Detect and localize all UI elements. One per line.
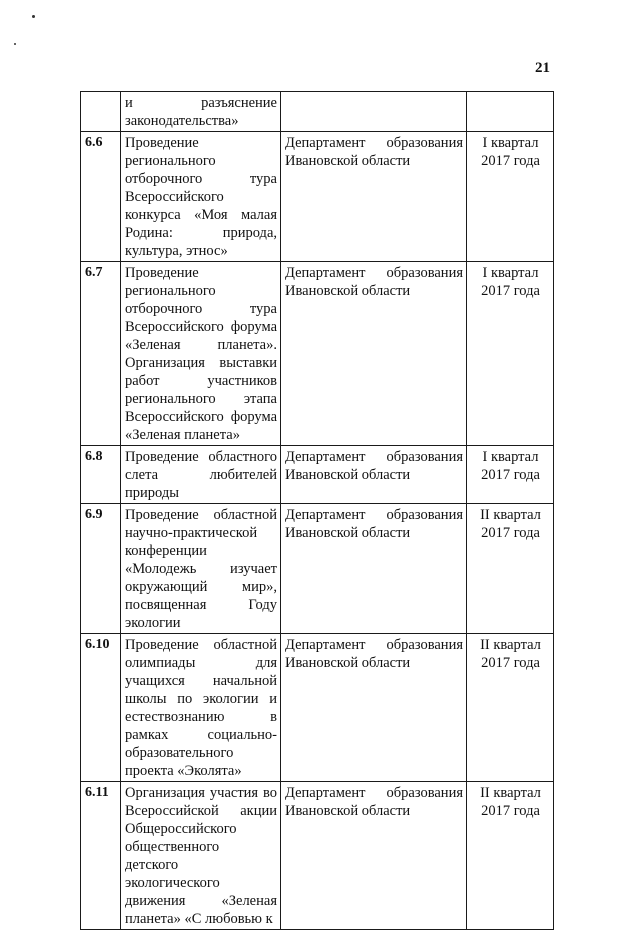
event-cell — [121, 132, 281, 262]
event-text-line: слета любителей — [125, 467, 277, 483]
events-table-body — [81, 92, 554, 930]
event-text-line: окружающий мир», — [125, 579, 277, 595]
event-text-line: отборочного тура — [125, 171, 277, 187]
term-cell: I квартал 2017 года — [467, 262, 554, 446]
event-text-line: Всероссийского — [125, 189, 224, 205]
event-cell — [121, 504, 281, 634]
item-number-cell: 6.7 — [81, 262, 121, 446]
responsible-cell: Департамент образования Ивановской области — [281, 446, 467, 504]
event-text-line: проекта «Эколята» — [125, 763, 242, 779]
event-text-line: Общероссийского — [125, 821, 237, 837]
scan-speck-2 — [14, 43, 16, 45]
event-text-line: экологического — [125, 875, 220, 891]
responsible-cell: Департамент образования Ивановской области — [281, 782, 467, 930]
event-text-line: образовательного — [125, 745, 234, 761]
event-text-line: Проведение — [125, 135, 199, 151]
responsible-cell: Департамент образования Ивановской области — [281, 504, 467, 634]
event-text-line: Всероссийского форума — [125, 409, 277, 425]
event-text-line: регионального — [125, 153, 216, 169]
event-text-line: Проведение — [125, 265, 199, 281]
event-text-line: Родина: природа, — [125, 225, 277, 241]
event-text-line: детского — [125, 857, 179, 873]
table-row — [81, 782, 554, 930]
item-number-cell: 6.11 — [81, 782, 121, 930]
event-text-line: «Зеленая планета». — [125, 337, 277, 353]
table-row — [81, 634, 554, 782]
table-row — [81, 504, 554, 634]
event-cell — [121, 446, 281, 504]
event-text-line: Организация выставки — [125, 355, 277, 371]
event-text-line: природы — [125, 485, 179, 501]
scan-speck-1 — [32, 15, 35, 18]
term-cell — [467, 92, 554, 132]
event-text-line: учащихся начальной — [125, 673, 277, 689]
item-number-cell — [81, 92, 121, 132]
event-cell — [121, 634, 281, 782]
responsible-cell: Департамент образования Ивановской области — [281, 634, 467, 782]
term-cell: II квартал 2017 года — [467, 782, 554, 930]
event-text-line: и разъяснение — [125, 95, 277, 111]
event-text-line: «Молодежь изучает — [125, 561, 277, 577]
term-cell: II квартал 2017 года — [467, 504, 554, 634]
responsible-cell: Департамент образования Ивановской области — [281, 132, 467, 262]
table-row — [81, 262, 554, 446]
event-cell — [121, 262, 281, 446]
event-text-line: Проведение областной — [125, 637, 277, 653]
event-text-line: общественного — [125, 839, 220, 855]
event-cell — [121, 92, 281, 132]
event-text-line: рамках социально- — [125, 727, 277, 743]
event-text-line: Всероссийского форума — [125, 319, 277, 335]
event-text-line: олимпиады для — [125, 655, 277, 671]
table-row — [81, 446, 554, 504]
events-table — [80, 91, 554, 930]
event-text-line: законодательства» — [125, 113, 239, 129]
event-text-line: научно-практической — [125, 525, 258, 541]
event-text-line: Всероссийской акции — [125, 803, 277, 819]
event-text-line: посвященная Году — [125, 597, 277, 613]
page-number: 21 — [535, 60, 550, 76]
term-cell: II квартал 2017 года — [467, 634, 554, 782]
event-text-line: конференции — [125, 543, 207, 559]
item-number-cell: 6.9 — [81, 504, 121, 634]
responsible-cell: Департамент образования Ивановской области — [281, 262, 467, 446]
event-text-line: регионального этапа — [125, 391, 277, 407]
term-cell: I квартал 2017 года — [467, 132, 554, 262]
item-number-cell: 6.6 — [81, 132, 121, 262]
item-number-cell: 6.8 — [81, 446, 121, 504]
event-text-line: культура, этнос» — [125, 243, 228, 259]
event-text-line: «Зеленая планета» — [125, 427, 240, 443]
event-cell — [121, 782, 281, 930]
event-text-line: Проведение областного — [125, 449, 277, 465]
event-text-line: планета» «С любовью к — [125, 911, 273, 927]
event-text-line: отборочного тура — [125, 301, 277, 317]
item-number-cell: 6.10 — [81, 634, 121, 782]
event-text-line: экологии — [125, 615, 181, 631]
term-cell: I квартал 2017 года — [467, 446, 554, 504]
event-text-line: Проведение областной — [125, 507, 277, 523]
event-text-line: школы по экологии и — [125, 691, 277, 707]
event-text-line: конкурса «Моя малая — [125, 207, 277, 223]
responsible-cell — [281, 92, 467, 132]
event-text-line: естествознанию в — [125, 709, 277, 725]
event-text-line: движения «Зеленая — [125, 893, 277, 909]
table-row — [81, 132, 554, 262]
event-text-line: работ участников — [125, 373, 277, 389]
table-row — [81, 92, 554, 132]
event-text-line: Организация участия во — [125, 785, 277, 801]
event-text-line: регионального — [125, 283, 216, 299]
